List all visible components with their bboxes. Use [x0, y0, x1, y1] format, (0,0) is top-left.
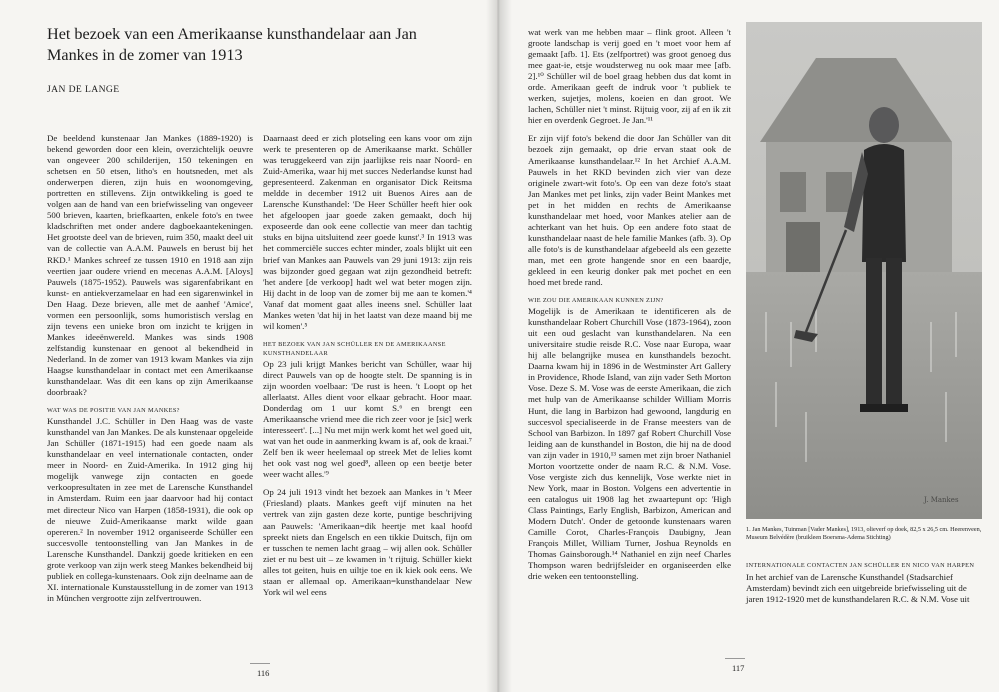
painting-image — [746, 22, 982, 519]
right-column-1 — [528, 27, 731, 582]
page-number-rule — [250, 663, 270, 664]
paragraph: Mogelijk is de Amerikaan te identificeren als de kunsthandelaar Robert Churchill Vose (1873-1964), zoon uit een oud geslacht van kunsthandelaren. Na een universitaire studie reisde R.C. Vose naar Europa, waar hij alle belangrijke musea en kunsthandels bezocht. Daarna kwam hij in 1896 in de Westminster Art Gallery in Providence, Rhode Island, van zijn vader Seth Morton Vose. Deze S. M. Vose was de eerste Amerikaan, die zich met hulp van de Amerikaanse schilder William Morris Hunt, die lang in Barbizon had gewoond, langdurig en succesvol specialiseerde in de Franse meesters van de School van Barbizon. In 1897 gaf Robert Churchill Vose leiding aan de kunsthandel in Boston, die hij na de dood van zijn vader in 1910,¹³ samen met zijn broer Nathaniel Morton voortzette onder de naam R.C. & N.M. Vose. Vose vergiste zich dus kennelijk, Vose werkte niet in New York, maar in Boston. Volgens een advertentie in een catalogus uit 1908 lag het zwaartepunt op: 'High Class Paintings, Early English, Barbizon, American and Modern Dutch'. Onder de getoonde kunstenaars waren Camille Corot, Charles-François Daubigny, Jean François Millet, William Turner, Joshua Reynolds en Thomas Gainsborough.¹⁴ Nathaniel en zijn neef Charles Thompson waren bedrijfsleider en organiseerden elke drie weken een tentoonstelling. — [528, 306, 731, 582]
sidebar-heading: INTERNATIONALE CONTACTEN JAN SCHÜLLER EN NICO VAN HARPEN — [746, 562, 975, 569]
left-column-2 — [263, 133, 472, 598]
section-heading: WAT WAS DE POSITIE VAN JAN MANKES? — [47, 407, 180, 415]
painting-signature: J. Mankes — [924, 496, 959, 504]
section-heading: HET BEZOEK VAN JAN SCHÜLLER EN DE AMERIKAANSE KUNSTHANDELAAR — [263, 340, 446, 357]
page-number-left: 116 — [257, 668, 270, 678]
door — [786, 222, 820, 272]
window — [826, 172, 852, 212]
sidebar-box — [746, 562, 986, 605]
book-gutter — [486, 0, 512, 692]
section-heading: WIE ZOU DIE AMERIKAAN KUNNEN ZIJN? — [528, 297, 664, 305]
paragraph: De beeldend kunstenaar Jan Mankes (1889-1920) is bekend geworden door een klein, overzichtelijk oeuvre van ongeveer 200 schilderijen, 150 tekeningen en schetsen en 50 etsen, litho's en houtsneden, met als onderwerpen dieren, zijn huis en woonomgeving, portretten en stillevens. Zijn ontwikkeling is goed te volgen aan de hand van een briefwisseling van ongeveer 500 brieven, kaarten, briefkaarten, enkele foto's en twee kladschriften met onder andere dagboekaantekeningen. Het grootste deel van de brieven, ruim 350, maakt deel uit van de collectie van A.A.M. Pauwels en berust bij het RKD.¹ Mankes schreef ze tussen 1910 en 1918 aan zijn veertien jaar oudere vriend en mecenas A.A.M. [Aloys] Pauwels (1875-1952). Pauwels was sigarenfabrikant en kunst- en antiekverzamelaar en had een sigarenwinkel in Den Haag. Deze brieven, alle met de aanhef 'Amice', vormen een persoonlijk, soms humoristisch verslag en zijn tevens een unieke bron om inzicht te krijgen in Mankes ideeënwereld. Mankes was sinds 1908 zelfstandig kunstenaar en genoot al bekendheid in Nederland. In de zomer van 1913 kwam Mankes via zijn Haagse kunsthandelaar in contact met een Amerikaanse kunsthandelaar. Was dit een kans op zijn Amerikaanse doorbraak? — [47, 133, 253, 398]
paragraph: Daarnaast deed er zich plotseling een kans voor om zijn werk te presenteren op de Amerikaanse markt. Schüller was teruggekeerd van zijn jaarlijkse reis naar Noord- en Zuid-Amerika, waar hij met succes Nederlandse kunst had gepresenteerd. Zakenman en organisator Dick Reitsma meldde in december 1912 uit Buenos Aires aan de Larensche Kunsthandel: 'De Heer Schüller heeft hier ook het afgeloopen jaar goede zaken gemaakt, doch hij exposeerde dan ook eene collectie van meer dan tachtig stuks en bijna uitsluitend zeer goede kunst'.³ In 1913 was het commerciële succes echter minder, zoals blijkt uit een brief van Mankes aan Pauwels van 29 juni 1913: zijn reis was bijzonder goed gegaan wat zijn gezondheid betreft: 'het andere [de verkoop] hadt wel wat beter mogen zijn. Hij dacht in de loop van de zomer bij me aan te komen.'⁴ Vanaf dat moment gaat alles ineens snel. Schüller laat Mankes weten 'dat hij in het laatst van deze maand bij me wil komen'.⁵ — [263, 133, 472, 331]
left-page — [0, 0, 497, 692]
page-number-rule — [725, 658, 745, 659]
paragraph: Op 23 juli krijgt Mankes bericht van Schüller, waar hij direct Pauwels van op de hoogte stelt. De spanning is in zijn woorden voelbaar: 'De rust is heen. 't Loopt op het allerlaatst. Alles dient voor elkaar gebracht. Hoor maar. Donderdag om 1 uur komt S.⁶ en brengt een Amerikaansche vriend mee die rich zeer voor je [sic] werk interesseert'. [...] Nu met mijn werk komt het wel goed uit, wat van het oude in aanmerking kwam is af, ook de kraai.⁷ Zelf ben ik weer heelemaal op streek Met de lelies komt het ook vast nog wel goed⁸, alleen op een beetje beter weer wacht alles.'⁹ — [263, 358, 472, 480]
paragraph: wat werk van me hebben maar – flink groot. Alleen 't groote landschap is verij goed en 't moet voor hem af gemaakt [afb. 1]. Ets (zelfportret) was groot genoeg dus mee gaat-ie, etsje woudsterweg nu ook maar mee [afb. 2].¹⁰ Schüller wil de boel graag hebben dus dat komt in orde. Amerikaan geeft de indruk voor 't publiek te werken, sujetjes, molens, koeien en dan groot. We lachen, Schüller niet 't minst. Rijtuig voor, zij af en ik zit hier en overdenk Gegroet. Je Jan.'¹¹ — [528, 27, 731, 126]
page-number-right: 117 — [732, 663, 745, 673]
sidebar-text: In het archief van de Larensche Kunsthandel (Stadsarchief Amsterdam) bevindt zich een uitgebreide briefwisseling uit de jaren 1912-1920 met de kunsthandelaren R.C. & N.M. Vose uit — [746, 571, 970, 604]
paragraph: Kunsthandel J.C. Schüller in Den Haag was de vaste kunsthandel van Jan Mankes. De als kunstenaar opgeleide Jan Schüller (1871-1915) had een goede naam als kunsthandelaar en veel internationale contacten, onder meer in Noord- en Zuid-Amerika. In 1912 ging hij mogelijk vanwege zijn contacten en goede verkoopresultaten in zee met de Larensche Kunsthandel in Amsterdam. Ruim een jaar daarvoor had hij contact met directeur Nico van Harpen (1858-1931), die ook op de nieuwe Zuid-Amerikaanse markt wilde gaan opereren.² In november 1912 organiseerde Schüller een succesvolle tentoonstelling van Jan Mankes in de Larensche Kunsthandel. Dankzij goede kritieken en een grote verkoop van zijn werk steeg Mankes bekendheid bij publiek en collega-kunstenaars. Ook zijn deelname aan de XI. internationale Kunstausstellung in de zomer van 1913 in München vergrootte zijn zelfvertrouwen. — [47, 416, 253, 603]
paragraph: Er zijn vijf foto's bekend die door Jan Schüller van dit bezoek zijn gemaakt, op drie ervan staat ook de Amerikaanse kunsthandelaar.¹² In het Archief A.A.M. Pauwels in het RKD bevinden zich vier van deze originele zwart-wit foto's. Op een van deze foto's staat Jan Mankes met pet links, zijn vader Beint Mankes met pet in het midden en rechts de Amerikaanse kunsthandelaar met hoed, voor Mankes atelier aan de achterkant van het huis. Op een andere foto staat de kunsthandelaar naast de hele familie Mankes (afb. 3). Op alle foto's is de kunsthandelaar afgebeeld als een gezette man, met een grote hangende snor en een baardje, gekleed in een keurig donker pak met pochet en een hoed met brede rand. — [528, 133, 731, 288]
left-column-1 — [47, 133, 253, 604]
figure-caption: 1. Jan Mankes, Tuinman [Vader Mankes], 1913, olieverf op doek, 82,5 x 26,5 cm. Heerenveen, Museum Belvédère (bruikleen Boersma-Adema Stichting) — [746, 526, 982, 541]
painting-photo — [746, 22, 982, 519]
paragraph: Op 24 juli 1913 vindt het bezoek aan Mankes in 't Meer (Friesland) plaats. Mankes geeft vijf minuten na het vertrek van zijn gasten deze korte, puntige beschrijving aan Pauwels: 'Amerikaan=dik heertje met kaal hoofd spreekt niets dan Engelsch en een tikkie Duitsch, fijn om er tusschen te nemen lacht graag – wij allen ook. Schüller ziet er nu best uit – ze kwamen in 't rijtuig. Schüller kiekt alles tot geiten, huis en uiltje toe en ik kiek ook eens. We staan er allemaal op. Amerikaan=kunsthandelaar New York wil wel eens — [263, 487, 472, 597]
window — [780, 172, 806, 212]
article-author: JAN DE LANGE — [47, 84, 120, 95]
article-title: Het bezoek van een Amerikaanse kunsthandelaar aan Jan Mankes in de zomer van 1913 — [47, 25, 417, 64]
garden-ground — [746, 272, 982, 519]
